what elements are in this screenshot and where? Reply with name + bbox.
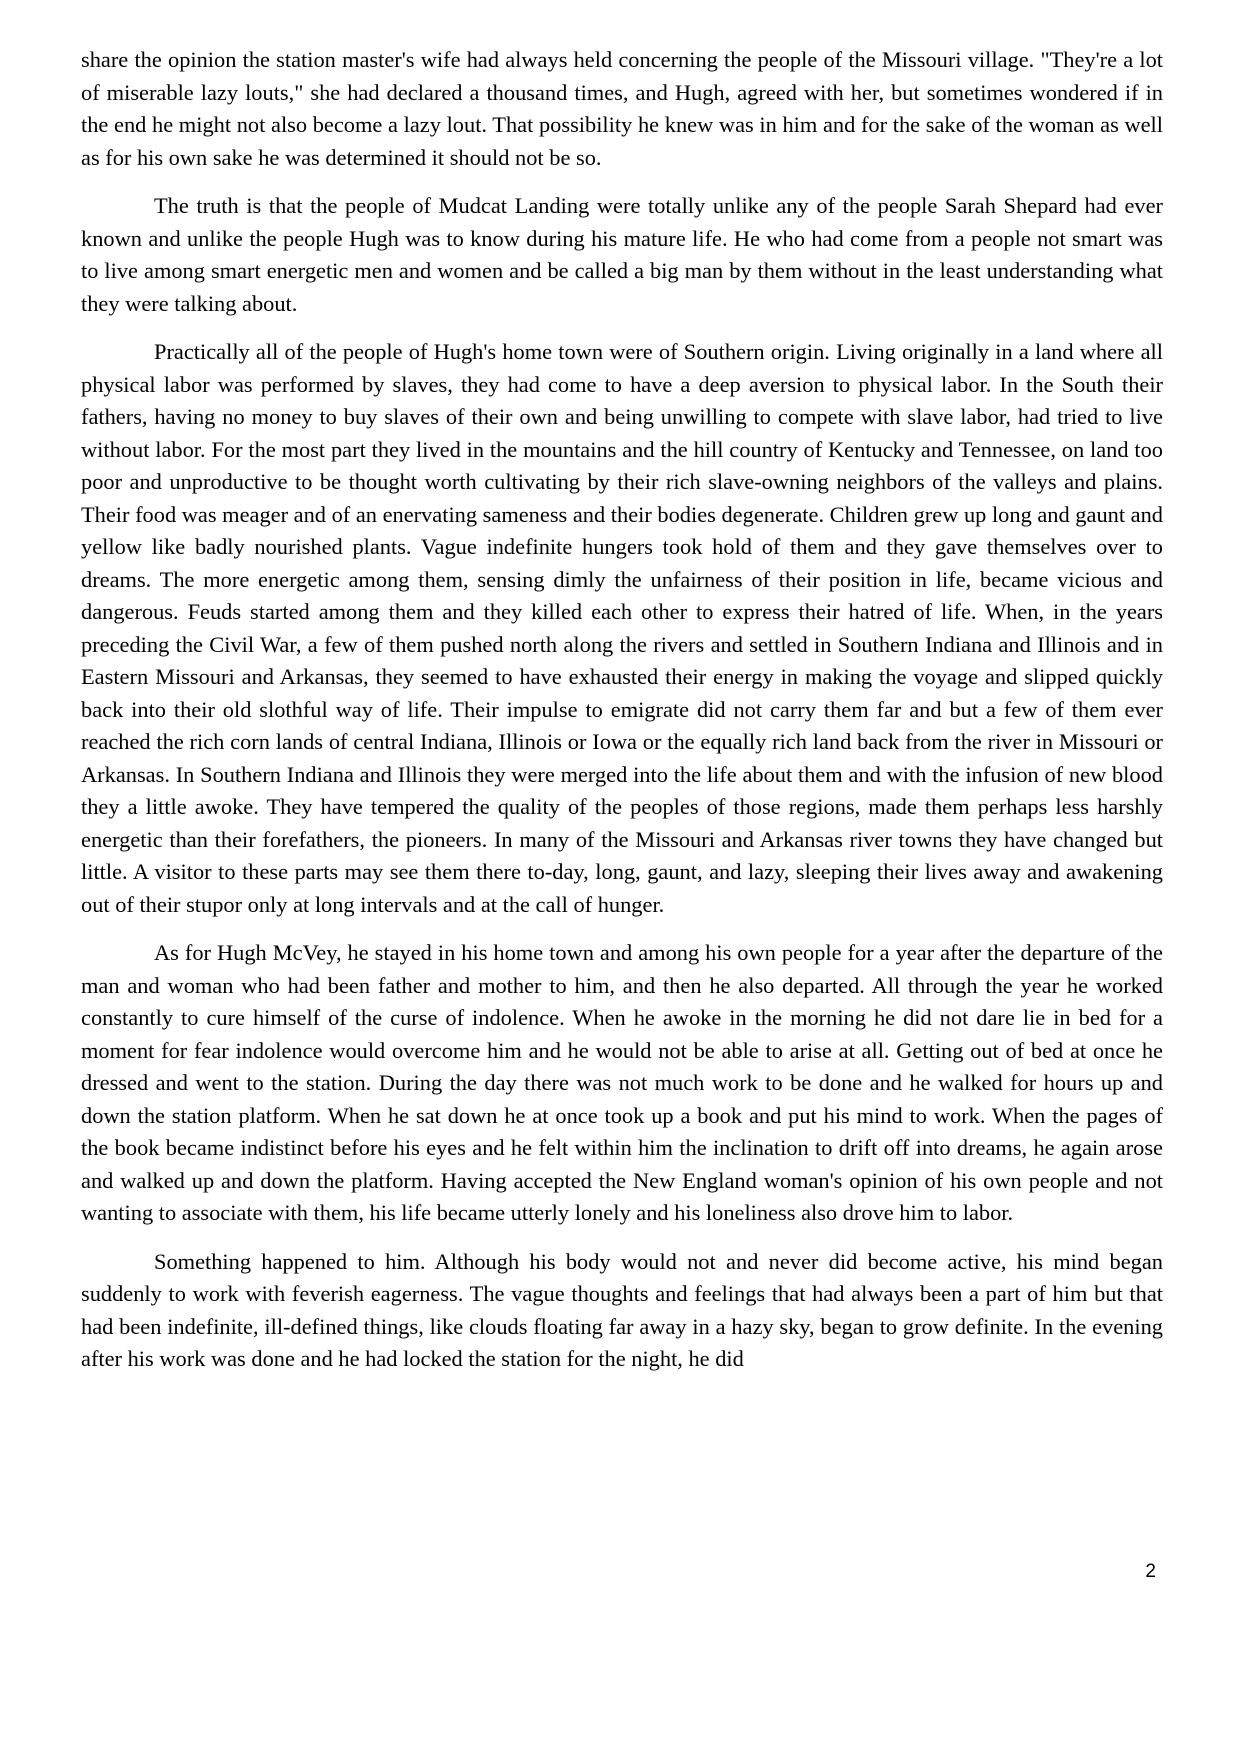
paragraph-hugh-mcvey: As for Hugh McVey, he stayed in his home town and among his own people for a year after the departure of the man and woman who had been father and mother to him, and then he also departed. All through the year he worked constantly to cure himself of the curse of indolence. When he awoke in the morning he did not dare lie in bed for a moment for fear indolence would overcome him and he would not be able to arise at all. Getting out of bed at once he dressed and went to the station. During the day there was not much work to be done and he walked for hours up and down the station platform. When he sat down he at once took up a book and put his mind to work. When the pages of the book became indistinct before his eyes and he felt within him the inclination to drift off into dreams, he again arose and walked up and down the platform. Having accepted the New England woman's opinion of his own people and not wanting to associate with them, his life became utterly lonely and his loneliness also drove him to labor. <box>81 940 1163 1225</box>
paragraph-mudcat-landing: The truth is that the people of Mudcat Landing were totally unlike any of the people Sarah Shepard had ever known and unlike the people Hugh was to know during his mature life. He who had come from a people not smart was to live among smart energetic men and women and be called a big man by them without in the least understanding what they were talking about. <box>81 193 1163 316</box>
page-number: 2 <box>1145 1561 1156 1582</box>
paragraph-continuation: share the opinion the station master's wife had always held concerning the people of the Missouri village. "They're a lot of miserable lazy louts," she had declared a thousand times, and Hugh, agreed with her, but sometimes wondered if in the end he might not also become a lazy lout. That possibility he knew was in him and for the sake of the woman as well as for his own sake he was determined it should not be so. <box>81 47 1163 170</box>
paragraph-something-happened: Something happened to him. Although his body would not and never did become active, his mind began suddenly to work with feverish eagerness. The vague thoughts and feelings that had always been a part of him but that had been indefinite, ill-defined things, like clouds floating far away in a hazy sky, began to grow definite. In the evening after his work was done and he had locked the station for the night, he did <box>81 1248 1163 1371</box>
document-body <box>81 44 1163 1392</box>
paragraph-southern-origin: Practically all of the people of Hugh's home town were of Southern origin. Living originally in a land where all physical labor was performed by slaves, they had come to have a deep aversion to physical labor. In the South their fathers, having no money to buy slaves of their own and being unwilling to compete with slave labor, had tried to live without labor. For the most part they lived in the mountains and the hill country of Kentucky and Tennessee, on land too poor and unproductive to be thought worth cultivating by their rich slave-owning neighbors of the valleys and plains. Their food was meager and of an enervating sameness and their bodies degenerate. Children grew up long and gaunt and yellow like badly nourished plants. Vague indefinite hungers took hold of them and they gave themselves over to dreams. The more energetic among them, sensing dimly the unfairness of their position in life, became vicious and dangerous. Feuds started among them and they killed each other to express their hatred of life. When, in the years preceding the Civil War, a few of them pushed north along the rivers and settled in Southern Indiana and Illinois and in Eastern Missouri and Arkansas, they seemed to have exhausted their energy in making the voyage and slipped quickly back into their old slothful way of life. Their impulse to emigrate did not carry them far and but a few of them ever reached the rich corn lands of central Indiana, Illinois or Iowa or the equally rich land back from the river in Missouri or Arkansas. In Southern Indiana and Illinois they were merged into the life about them and with the infusion of new blood they a little awoke. They have tempered the quality of the peoples of those regions, made them perhaps less harshly energetic than their forefathers, the pioneers. In many of the Missouri and Arkansas river towns they have changed but little. A visitor to these parts may see them there to-day, long, gaunt, and lazy, sleeping their lives away and awakening out of their stupor only at long intervals and at the call of hunger. <box>81 339 1163 917</box>
